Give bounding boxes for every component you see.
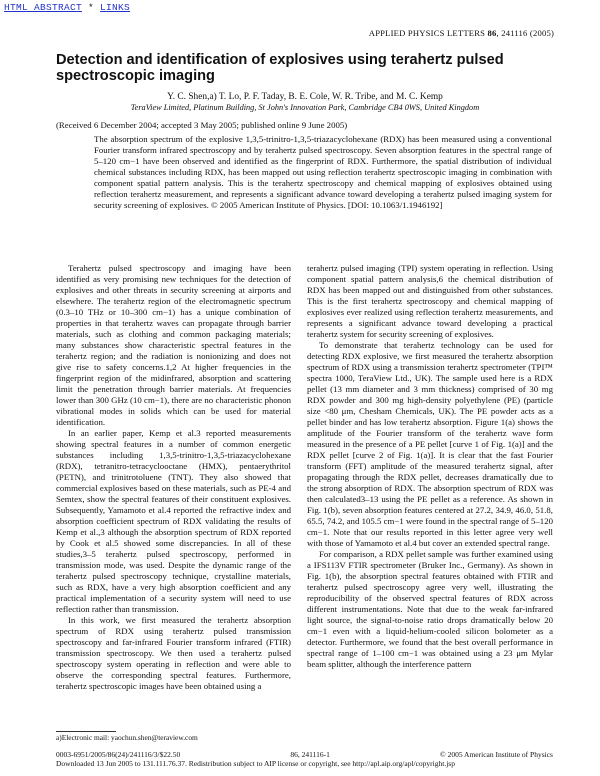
author-list: Y. C. Shen,a) T. Lo, P. F. Taday, B. E. Cole, W. R. Tribe, and M. C. Kemp [167, 92, 443, 102]
right-column [307, 263, 553, 670]
body-paragraph: In an earlier paper, Kemp et al.3 reported measurements showing spectral features in a number of common energetic substances including 1,3,5-trinitro-1,3,5-triazacyclohexane (RDX), tetranitro-tetracyclooctane (HMX), pentaerythritol (PETN), and trinitrotoluene (TNT). They also showed that commercial explosives based on these materials, such as PE-4 and Semtex, show the spectral features of their constituent explosives. Subsequently, Yamamoto et al.4 reported the refractive index and absorption coefficient spectrum of RDX validating the results of Kemp et al.,3 although the absorption spectrum of RDX reported by Cook et al.5 showed some discrepancies. In all of these studies,3–5 terahertz pulsed spectroscopy, performed in transmission mode, was used. Despite the dynamic range of the terahertz pulsed spectroscopy technique, crystalline materials, such as RDX, have a very high absorption coefficient and any practical implementation of a security system will need to use reflection rather than transmission. [56, 428, 291, 614]
html-abstract-link[interactable]: HTML ABSTRACT [4, 2, 83, 13]
body-paragraph: For comparison, a RDX pellet sample was further examined using a IFS113V FTIR spectrometer (Bruker Inc., Germany). As shown in Fig. 1(b), the absorption spectral features obtained with FTIR and terahertz pulsed spectroscopy agree very well, illustrating the reproducibility of the observed spectral features of RDX across different instrumentations. Note that due to the weak far-infrared light source, the signal-to-noise ratio drops dramatically below 20 cm−1 even with a liquid-helium-cooled silicon bolometer as a detector. Furthermore, we found that the best overall performance in spectral range of 1–100 cm−1 was obtained using a 23 μm Mylar beam splitter, although the interference pattern [307, 549, 553, 669]
received-dates: (Received 6 December 2004; accepted 3 May 2005; published online 9 June 2005) [56, 120, 348, 130]
body-paragraph: Terahertz pulsed spectroscopy and imaging have been identified as very promising new techniques for the detection of explosives and other threats in security screening at airports and elsewhere. The terahertz region of the electromagnetic spectrum (0.3–10 THz or 10–300 cm−1) has a unique combination of properties in that terahertz waves can propagate through barrier materials, such as clothing and common packaging materials; many substances show characteristic spectral features in the terahertz region; and the radiation is nonionizing and does not give rise to safety concerns.1,2 At higher frequencies in the fingerprint region of the midinfrared, absorption and scattering limit the penetration through barrier materials. At frequencies lower than 300 GHz (10 cm−1), there are no characteristic phonon vibrational modes in solids which can be used for material identification. [56, 263, 291, 427]
journal-header [369, 28, 554, 38]
footer-page: 86, 241116-1 [290, 750, 330, 759]
abstract: The absorption spectrum of the explosive 1,3,5-trinitro-1,3,5-triazacyclohexane (RDX) has been measured using a conventional Fourier transform infrared spectroscopy and by terahertz pulsed spectroscopy. Seven absorption features in the spectral range of 5–120 cm−1 have been observed and identified as the fingerprint of RDX. Furthermore, the spatial distribution of individual chemical substances including RDX, has been mapped out using reflection terahertz spectroscopic imaging in combination with component spatial pattern analysis. This is the terahertz spectroscopy and chemical mapping of explosives obtained using reflection terahertz measurement, and represents a significant advance toward developing a terahertz pulsed imaging system for security screening of explosives. © 2005 American Institute of Physics. [DOI: 10.1063/1.1946192] [94, 134, 552, 210]
nav-separator: * [82, 2, 101, 13]
journal-name: APPLIED PHYSICS LETTERS [368, 28, 486, 38]
page-footer [56, 750, 553, 759]
footer-copyright: © 2005 American Institute of Physics [440, 750, 553, 759]
footnote: a)Electronic mail: yaochun.shen@teraview.com [56, 733, 198, 742]
paper-title: Detection and identification of explosives using terahertz pulsed spectroscopic imaging [56, 52, 504, 84]
footnote-divider [56, 731, 116, 732]
footer-issn: 0003-6951/2005/86(24)/241116/3/$22.50 [56, 750, 181, 759]
download-notice: Downloaded 13 Jun 2005 to 131.111.76.37. Redistribution subject to AIP license or copyright, see http://apl.aip.org/apl/copyright.jsp [56, 759, 455, 768]
body-paragraph: In this work, we first measured the terahertz absorption spectrum of RDX using terahertz pulsed transmission spectroscopy and far-infrared Fourier transform infrared (FTIR) transmission spectroscopy. We then used a terahertz pulsed spectroscopy system operating in reflection and were able to observe the corresponding spectral features. Furthermore, terahertz spectroscopic images have been obtained using a [56, 615, 291, 691]
links-link[interactable]: LINKS [100, 2, 131, 13]
affiliation: TeraView Limited, Platinum Building, St John's Innovation Park, Cambridge CB4 0WS, United Kingdom [130, 103, 480, 112]
journal-volume: 86 [487, 28, 497, 38]
body-paragraph: To demonstrate that terahertz technology can be used for detecting RDX explosive, we first measured the terahertz absorption spectrum of RDX using a transmission terahertz spectrometer (TPI™ spectra 1000, TeraView Ltd., UK). The sample used here is a RDX pellet (13 mm diameter and 3 mm thickness) comprised of 30 mg RDX powder and 300 mg high-density polyethylene (PE) (particle size <80 μm, Chesham Chemicals, UK). The PE powder acts as a pellet binder and has low terahertz absorption. Figure 1(a) shows the amplitude of the Fourier transform of the terahertz wave form measured in the presence of a PE pellet [curve 1 of Fig. 1(a)] and the RDX pellet [curve 2 of Fig. 1(a)]. It is clear that the fast Fourier transform (FFT) amplitude of the measured terahertz signal, after propagating through the RDX pellet, decreases dramatically due to the strong absorption of RDX. The absorption spectrum of RDX was then calculated3–13 using the PE pellet as a reference. As shown in Fig. 1(b), seven absorption features centered at 27.2, 34.9, 46.0, 51.8, 65.5, 74.2, and 105.5 cm−1 were found in the spectral range of 5–120 cm−1. Note that our results reported in this letter agree very well with those of Yamamoto et al.4 but cover an extended spectral range. [307, 340, 553, 548]
body-paragraph: terahertz pulsed imaging (TPI) system operating in reflection. Using component spatial pattern analysis,6 the chemical distribution of RDX has been mapped out and distinguished from other substances. This is the first terahertz spectroscopy and chemical mapping of explosives ever realized using reflection terahertz measurements, and represents a significant advance toward developing a practical terahertz system for security screening of explosives. [307, 263, 553, 339]
top-navigation [4, 2, 130, 13]
left-column [56, 263, 291, 692]
journal-page: , 241116 (2005) [496, 28, 554, 38]
